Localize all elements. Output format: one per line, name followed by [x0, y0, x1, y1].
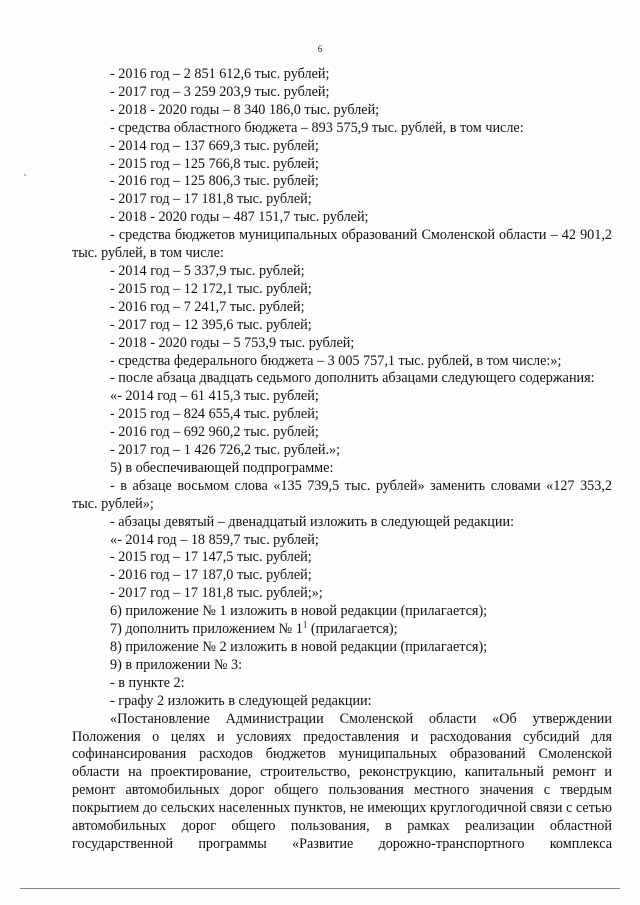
paragraph: 5) в обеспечивающей подпрограмме:: [110, 459, 334, 476]
page-number: 6: [317, 44, 323, 54]
paragraph: 8) приложение № 2 изложить в новой редакции (прилагается);: [110, 639, 488, 655]
scan-artifact: [24, 174, 26, 176]
paragraph: - после абзаца двадцать седьмого дополнить абзацами следующего содержания:: [110, 370, 595, 387]
paragraph: - средства бюджетов муниципальных образований Смоленской области – 42 901,2 тыс. рублей, в том числе:: [72, 227, 612, 262]
paragraph: - в абзаце восьмом слова «135 739,5 тыс. рублей» заменить словами «127 353,2 тыс. рублей»;: [72, 477, 612, 512]
paragraph: - 2015 год – 824 655,4 тыс. рублей;: [110, 406, 319, 423]
paragraph: - 2014 год – 5 337,9 тыс. рублей;: [110, 262, 305, 279]
paragraph: - 2017 год – 17 181,8 тыс. рублей;: [110, 191, 312, 208]
paragraph: - 2016 год – 17 187,0 тыс. рублей;: [110, 567, 312, 584]
paragraph: - 2015 год – 12 172,1 тыс. рублей;: [110, 280, 312, 297]
paragraph: - 2016 год – 7 241,7 тыс. рублей;: [110, 298, 305, 315]
paragraph: - 2018 - 2020 годы – 8 340 186,0 тыс. рублей;: [110, 101, 380, 118]
paragraph: - средства федерального бюджета – 3 005 757,1 тыс. рублей, в том числе:»;: [110, 352, 562, 369]
paragraph: 6) приложение № 1 изложить в новой редакции (прилагается);: [110, 603, 488, 620]
paragraph-text-tail: (прилагается);: [307, 621, 398, 638]
paragraph: - в пункте 2:: [110, 674, 185, 691]
paragraph: - 2015 год – 125 766,8 тыс. рублей;: [110, 155, 319, 172]
superscript: 1: [302, 619, 308, 630]
footer-rule: [20, 888, 620, 889]
paragraph: «- 2014 год – 61 415,3 тыс. рублей;: [110, 388, 319, 405]
paragraph: - 2017 год – 12 395,6 тыс. рублей;: [110, 316, 312, 333]
paragraph-text: 7) дополнить приложением № 1: [110, 621, 303, 638]
paragraph: - 2016 год – 2 851 612,6 тыс. рублей;: [110, 66, 330, 82]
paragraph: - 2016 год – 125 806,3 тыс. рублей;: [110, 173, 319, 190]
paragraph: - 2015 год – 17 147,5 тыс. рублей;: [110, 549, 312, 566]
paragraph: - абзацы девятый – двенадцатый изложить в следующей редакции:: [110, 513, 515, 530]
paragraph: - 2017 год – 3 259 203,9 тыс. рублей;: [110, 83, 330, 100]
paragraph: - 2017 год – 1 426 726,2 тыс. рублей.»;: [110, 442, 341, 459]
paragraph: - средства областного бюджета – 893 575,9 тыс. рублей, в том числе:: [110, 119, 524, 136]
paragraph: - 2018 - 2020 годы – 487 151,7 тыс. рублей;: [110, 209, 369, 226]
paragraph-appendix-1-1: [72, 621, 612, 639]
paragraph-resolution: «Постановление Администрации Смоленской области «Об утверждении Положения о целях и условиях предоставления и расходования субсидий для софинансирования расходов бюджетов муниципальных образований Смоленской области на проектирование, строительство, реконструкцию, капитальный ремонт и ремонт автомобильных дорог общего пользования местного значения с твердым покрытием до сельских населенных пунктов, не имеющих круглогодичной связи с сетью автомобильных дорог общего пользования, в рамках реализации областной государственной программы «Развитие дорожно-транспортного комплекса: [72, 710, 612, 852]
paragraph: 9) в приложении № 3:: [110, 656, 243, 673]
paragraph: - графу 2 изложить в следующей редакции:: [110, 692, 372, 709]
paragraph: - 2016 год – 692 960,2 тыс. рублей;: [110, 424, 319, 441]
paragraph: - 2014 год – 137 669,3 тыс. рублей;: [110, 137, 319, 154]
paragraph: - 2018 - 2020 годы – 5 753,9 тыс. рублей;: [110, 334, 355, 351]
paragraph: «- 2014 год – 18 859,7 тыс. рублей;: [110, 531, 319, 548]
paragraph: - 2017 год – 17 181,8 тыс. рублей;»;: [110, 585, 323, 602]
document-body: [72, 66, 612, 854]
